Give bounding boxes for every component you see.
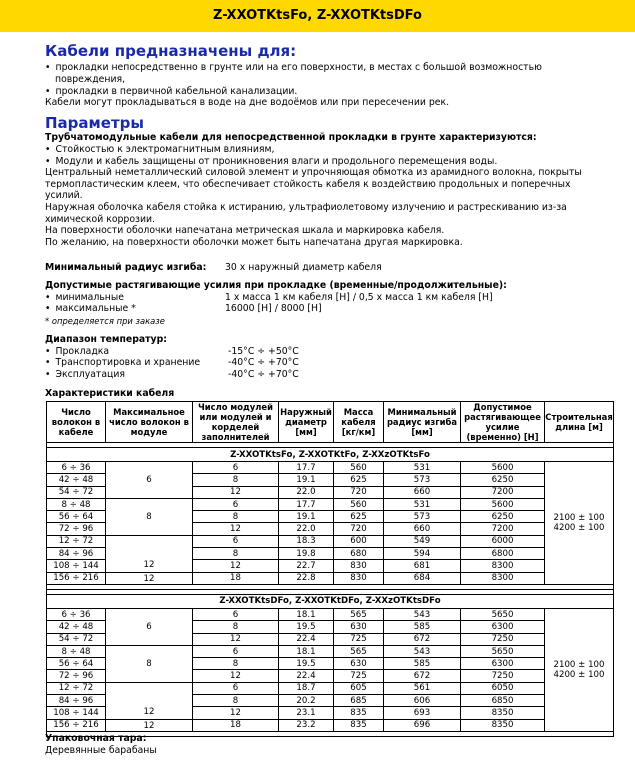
cell-min-bend-radius: 693	[384, 707, 461, 719]
header-max-fibers-module: Максимальное число волокон в модуле	[106, 402, 193, 443]
table-header-row	[47, 402, 614, 443]
cell-cable-mass: 560	[334, 498, 384, 510]
header-module-count: Число модулей или модулей и корделей заполнителей	[193, 402, 279, 443]
cell-max-fibers-module: 12	[106, 535, 193, 572]
cell-min-bend-radius: 585	[384, 658, 461, 670]
cell-outer-diameter: 19.1	[279, 511, 334, 523]
cell-tensile-force: 8300	[461, 572, 545, 584]
cell-max-fibers-module: 6	[106, 462, 193, 499]
cell-outer-diameter: 22.4	[279, 633, 334, 645]
cell-cable-mass: 835	[334, 719, 384, 731]
cell-tensile-force: 7200	[461, 523, 545, 535]
cell-cable-mass: 685	[334, 695, 384, 707]
cell-outer-diameter: 22.0	[279, 486, 334, 498]
purpose-bullet-1: • прокладки непосредственно в грунте или на его поверхности, в местах с большой возможностью	[45, 62, 542, 74]
cell-cable-mass: 625	[334, 474, 384, 486]
cell-tensile-force: 8300	[461, 560, 545, 572]
temperature-row-3-value: -40°C ÷ +70°C	[228, 369, 299, 380]
radius-value: 30 x наружный диаметр кабеля	[225, 262, 382, 273]
cell-module-count: 8	[193, 621, 279, 633]
cell-tensile-force: 6250	[461, 474, 545, 486]
tension-min-label: • минимальные	[45, 292, 124, 304]
cell-fiber-count: 84 ÷ 96	[47, 695, 106, 707]
table-row	[47, 682, 614, 694]
table-row	[47, 645, 614, 657]
tension-max-value: 16000 [Н] / 8000 [Н]	[225, 303, 322, 314]
build-length-value: 4200 ± 100	[553, 522, 605, 533]
cell-min-bend-radius: 594	[384, 548, 461, 560]
cell-cable-mass: 600	[334, 535, 384, 547]
cell-fiber-count: 42 ÷ 48	[47, 474, 106, 486]
cell-fiber-count: 72 ÷ 96	[47, 670, 106, 682]
build-length-value: 4200 ± 100	[553, 669, 605, 680]
purpose-bullet-1-cont: повреждения,	[55, 74, 126, 85]
tension-min-value: 1 x масса 1 км кабеля [Н] / 0,5 x масса 1 км кабеля [Н]	[225, 292, 493, 303]
cell-min-bend-radius: 681	[384, 560, 461, 572]
header-fiber-count: Число волокон в кабеле	[47, 402, 106, 443]
params-heading: Параметры	[45, 114, 144, 132]
cell-tensile-force: 6800	[461, 548, 545, 560]
params-line-1: • Стойкостью к электромагнитным влияниям,	[45, 144, 274, 156]
cell-fiber-count: 56 ÷ 64	[47, 658, 106, 670]
cell-cable-mass: 565	[334, 608, 384, 620]
cell-min-bend-radius: 672	[384, 670, 461, 682]
cell-outer-diameter: 22.8	[279, 572, 334, 584]
cell-cable-mass: 680	[334, 548, 384, 560]
cell-outer-diameter: 19.1	[279, 474, 334, 486]
cell-module-count: 6	[193, 608, 279, 620]
params-line-3: Центральный неметаллический силовой элемент и упрочняющая обмотка из арамидного волокна, покрыты	[45, 167, 582, 178]
cell-min-bend-radius: 549	[384, 535, 461, 547]
cell-build-length	[545, 608, 614, 731]
cell-outer-diameter: 19.5	[279, 621, 334, 633]
cell-module-count: 18	[193, 719, 279, 731]
group1-title: Z-XXOTKtsFo, Z-XXOTKtFo, Z-XXzOTKtsFo	[47, 448, 614, 462]
table-row	[47, 498, 614, 510]
temperature-row-2-value: -40°C ÷ +70°C	[228, 357, 299, 368]
cell-fiber-count: 108 ÷ 144	[47, 707, 106, 719]
temperature-row-2-name: • Транспортировка и хранение	[45, 357, 200, 369]
cell-cable-mass: 835	[334, 707, 384, 719]
temperature-row-1-name: • Прокладка	[45, 346, 109, 358]
cell-cable-mass: 605	[334, 682, 384, 694]
header-outer-diameter: Наружный диаметр [мм]	[279, 402, 334, 443]
cell-cable-mass: 725	[334, 633, 384, 645]
temperature-row-3-name: • Эксплуатация	[45, 369, 125, 381]
cell-min-bend-radius: 573	[384, 474, 461, 486]
cell-fiber-count: 12 ÷ 72	[47, 682, 106, 694]
cell-outer-diameter: 22.0	[279, 523, 334, 535]
cell-max-fibers-module: 8	[106, 498, 193, 535]
cell-tensile-force: 6050	[461, 682, 545, 694]
table-row	[47, 572, 614, 584]
cell-tensile-force: 6250	[461, 511, 545, 523]
cell-outer-diameter: 18.3	[279, 535, 334, 547]
cell-cable-mass: 630	[334, 621, 384, 633]
params-line-5: усилий.	[45, 190, 83, 201]
cell-fiber-count: 6 ÷ 36	[47, 608, 106, 620]
cell-tensile-force: 7250	[461, 633, 545, 645]
cell-module-count: 6	[193, 682, 279, 694]
cell-outer-diameter: 19.8	[279, 548, 334, 560]
params-lead: Трубчатомодульные кабели для непосредственной прокладки в грунте характеризуются:	[45, 132, 537, 143]
cell-fiber-count: 156 ÷ 216	[47, 719, 106, 731]
cell-cable-mass: 625	[334, 511, 384, 523]
table-row	[47, 719, 614, 731]
cell-cable-mass: 560	[334, 462, 384, 474]
cell-fiber-count: 42 ÷ 48	[47, 621, 106, 633]
purpose-note: Кабели могут прокладываться в воде на дне водоёмов или при пересечении рек.	[45, 97, 450, 108]
packaging-label: Упаковочная тара:	[45, 733, 147, 744]
tension-label: Допустимые растягивающие усилия при прокладке (временные/продолжительные):	[45, 280, 507, 291]
cell-module-count: 18	[193, 572, 279, 584]
cell-tensile-force: 7200	[461, 486, 545, 498]
cell-module-count: 12	[193, 707, 279, 719]
cell-outer-diameter: 17.7	[279, 462, 334, 474]
cell-fiber-count: 8 ÷ 48	[47, 645, 106, 657]
cell-outer-diameter: 18.1	[279, 608, 334, 620]
header-cable-mass: Масса кабеля [кг/км]	[334, 402, 384, 443]
cell-min-bend-radius: 531	[384, 462, 461, 474]
cell-fiber-count: 12 ÷ 72	[47, 535, 106, 547]
cell-cable-mass: 720	[334, 486, 384, 498]
cell-module-count: 12	[193, 560, 279, 572]
build-length-value: 2100 ± 100	[553, 659, 605, 670]
purpose-bullet-2: • прокладки в первичной кабельной канализации.	[45, 86, 297, 98]
cell-max-fibers-module: 12	[106, 682, 193, 719]
document-title: Z-XXOTKtsFo, Z-XXOTKtsDFo	[213, 8, 422, 23]
params-line-9: По желанию, на поверхности оболочки может быть напечатана другая маркировка.	[45, 237, 463, 248]
cell-outer-diameter: 19.5	[279, 658, 334, 670]
cell-tensile-force: 6300	[461, 621, 545, 633]
cell-fiber-count: 54 ÷ 72	[47, 486, 106, 498]
cell-module-count: 12	[193, 523, 279, 535]
tension-footnote: * определяется при заказе	[45, 316, 165, 326]
cell-module-count: 12	[193, 486, 279, 498]
params-line-6: Наружная оболочка кабеля стойка к истиранию, ультрафиолетовому излучению и растрескиванию из-за	[45, 202, 567, 213]
header-build-length: Строительная длина [м]	[545, 402, 614, 443]
cell-outer-diameter: 22.4	[279, 670, 334, 682]
temperature-row-1-value: -15°C ÷ +50°C	[228, 346, 299, 357]
document-title-banner	[0, 0, 635, 32]
params-line-7: химической коррозии.	[45, 214, 156, 225]
cell-min-bend-radius: 660	[384, 523, 461, 535]
cell-min-bend-radius: 585	[384, 621, 461, 633]
cell-min-bend-radius: 684	[384, 572, 461, 584]
radius-label: Минимальный радиус изгиба:	[45, 262, 207, 273]
cell-min-bend-radius: 672	[384, 633, 461, 645]
cell-outer-diameter: 23.2	[279, 719, 334, 731]
header-tensile-force: Допустимое растягивающее усилие (временно) [Н]	[461, 402, 545, 443]
cell-tensile-force: 8350	[461, 719, 545, 731]
cell-module-count: 8	[193, 548, 279, 560]
cell-cable-mass: 725	[334, 670, 384, 682]
params-line-2: • Модули и кабель защищены от проникновения влаги и продольного перемещения воды.	[45, 156, 497, 168]
cell-tensile-force: 6300	[461, 658, 545, 670]
packaging-value: Деревянные барабаны	[45, 745, 157, 756]
cell-fiber-count: 8 ÷ 48	[47, 498, 106, 510]
cell-max-fibers-module: 12	[106, 719, 193, 731]
cell-module-count: 12	[193, 670, 279, 682]
group1-title-row	[47, 448, 614, 462]
cell-outer-diameter: 17.7	[279, 498, 334, 510]
cell-min-bend-radius: 696	[384, 719, 461, 731]
cell-module-count: 8	[193, 511, 279, 523]
cell-fiber-count: 84 ÷ 96	[47, 548, 106, 560]
table-title: Характеристики кабеля	[45, 388, 175, 399]
table-row	[47, 608, 614, 620]
cell-outer-diameter: 20.2	[279, 695, 334, 707]
build-length-value: 2100 ± 100	[553, 512, 605, 523]
cell-fiber-count: 72 ÷ 96	[47, 523, 106, 535]
cell-min-bend-radius: 606	[384, 695, 461, 707]
header-min-bend-radius: Минимальный радиус изгиба [мм]	[384, 402, 461, 443]
params-line-4: термопластическим клеем, что обеспечивает стойкость кабеля к воздействию продольных и поперечных	[45, 179, 571, 190]
cell-cable-mass: 720	[334, 523, 384, 535]
cell-min-bend-radius: 543	[384, 645, 461, 657]
cell-module-count: 12	[193, 633, 279, 645]
cell-fiber-count: 6 ÷ 36	[47, 462, 106, 474]
cell-cable-mass: 830	[334, 560, 384, 572]
cell-cable-mass: 565	[334, 645, 384, 657]
cell-tensile-force: 5600	[461, 462, 545, 474]
tension-max-label: • максимальные *	[45, 303, 136, 315]
cell-outer-diameter: 18.1	[279, 645, 334, 657]
cell-min-bend-radius: 561	[384, 682, 461, 694]
cell-module-count: 8	[193, 658, 279, 670]
cell-min-bend-radius: 531	[384, 498, 461, 510]
cell-outer-diameter: 22.7	[279, 560, 334, 572]
cell-fiber-count: 156 ÷ 216	[47, 572, 106, 584]
table-row	[47, 462, 614, 474]
group2-title-row	[47, 594, 614, 608]
cell-tensile-force: 7250	[461, 670, 545, 682]
cell-tensile-force: 5650	[461, 645, 545, 657]
cell-tensile-force: 5600	[461, 498, 545, 510]
cell-tensile-force: 8350	[461, 707, 545, 719]
cell-cable-mass: 630	[334, 658, 384, 670]
cell-outer-diameter: 23.1	[279, 707, 334, 719]
params-line-8: На поверхности оболочки напечатана метрическая шкала и маркировка кабеля.	[45, 225, 445, 236]
cell-module-count: 8	[193, 474, 279, 486]
cell-cable-mass: 830	[334, 572, 384, 584]
cell-build-length	[545, 462, 614, 585]
cell-module-count: 6	[193, 498, 279, 510]
cable-spec-table	[46, 401, 614, 737]
cell-module-count: 6	[193, 535, 279, 547]
cell-max-fibers-module: 12	[106, 572, 193, 584]
cell-fiber-count: 54 ÷ 72	[47, 633, 106, 645]
cell-fiber-count: 108 ÷ 144	[47, 560, 106, 572]
cell-tensile-force: 6000	[461, 535, 545, 547]
cell-fiber-count: 56 ÷ 64	[47, 511, 106, 523]
cell-module-count: 6	[193, 462, 279, 474]
group2-title: Z-XXOTKtsDFo, Z-XXOTKtDFo, Z-XXzOTKtsDFo	[47, 594, 614, 608]
table-row	[47, 535, 614, 547]
cell-min-bend-radius: 660	[384, 486, 461, 498]
purpose-heading: Кабели предназначены для:	[45, 42, 297, 60]
cell-max-fibers-module: 6	[106, 608, 193, 645]
cell-module-count: 6	[193, 645, 279, 657]
cell-tensile-force: 6850	[461, 695, 545, 707]
temperature-label: Диапазон температур:	[45, 334, 167, 345]
cell-min-bend-radius: 543	[384, 608, 461, 620]
cell-outer-diameter: 18.7	[279, 682, 334, 694]
cell-module-count: 8	[193, 695, 279, 707]
cell-tensile-force: 5650	[461, 608, 545, 620]
cell-max-fibers-module: 8	[106, 645, 193, 682]
cell-min-bend-radius: 573	[384, 511, 461, 523]
